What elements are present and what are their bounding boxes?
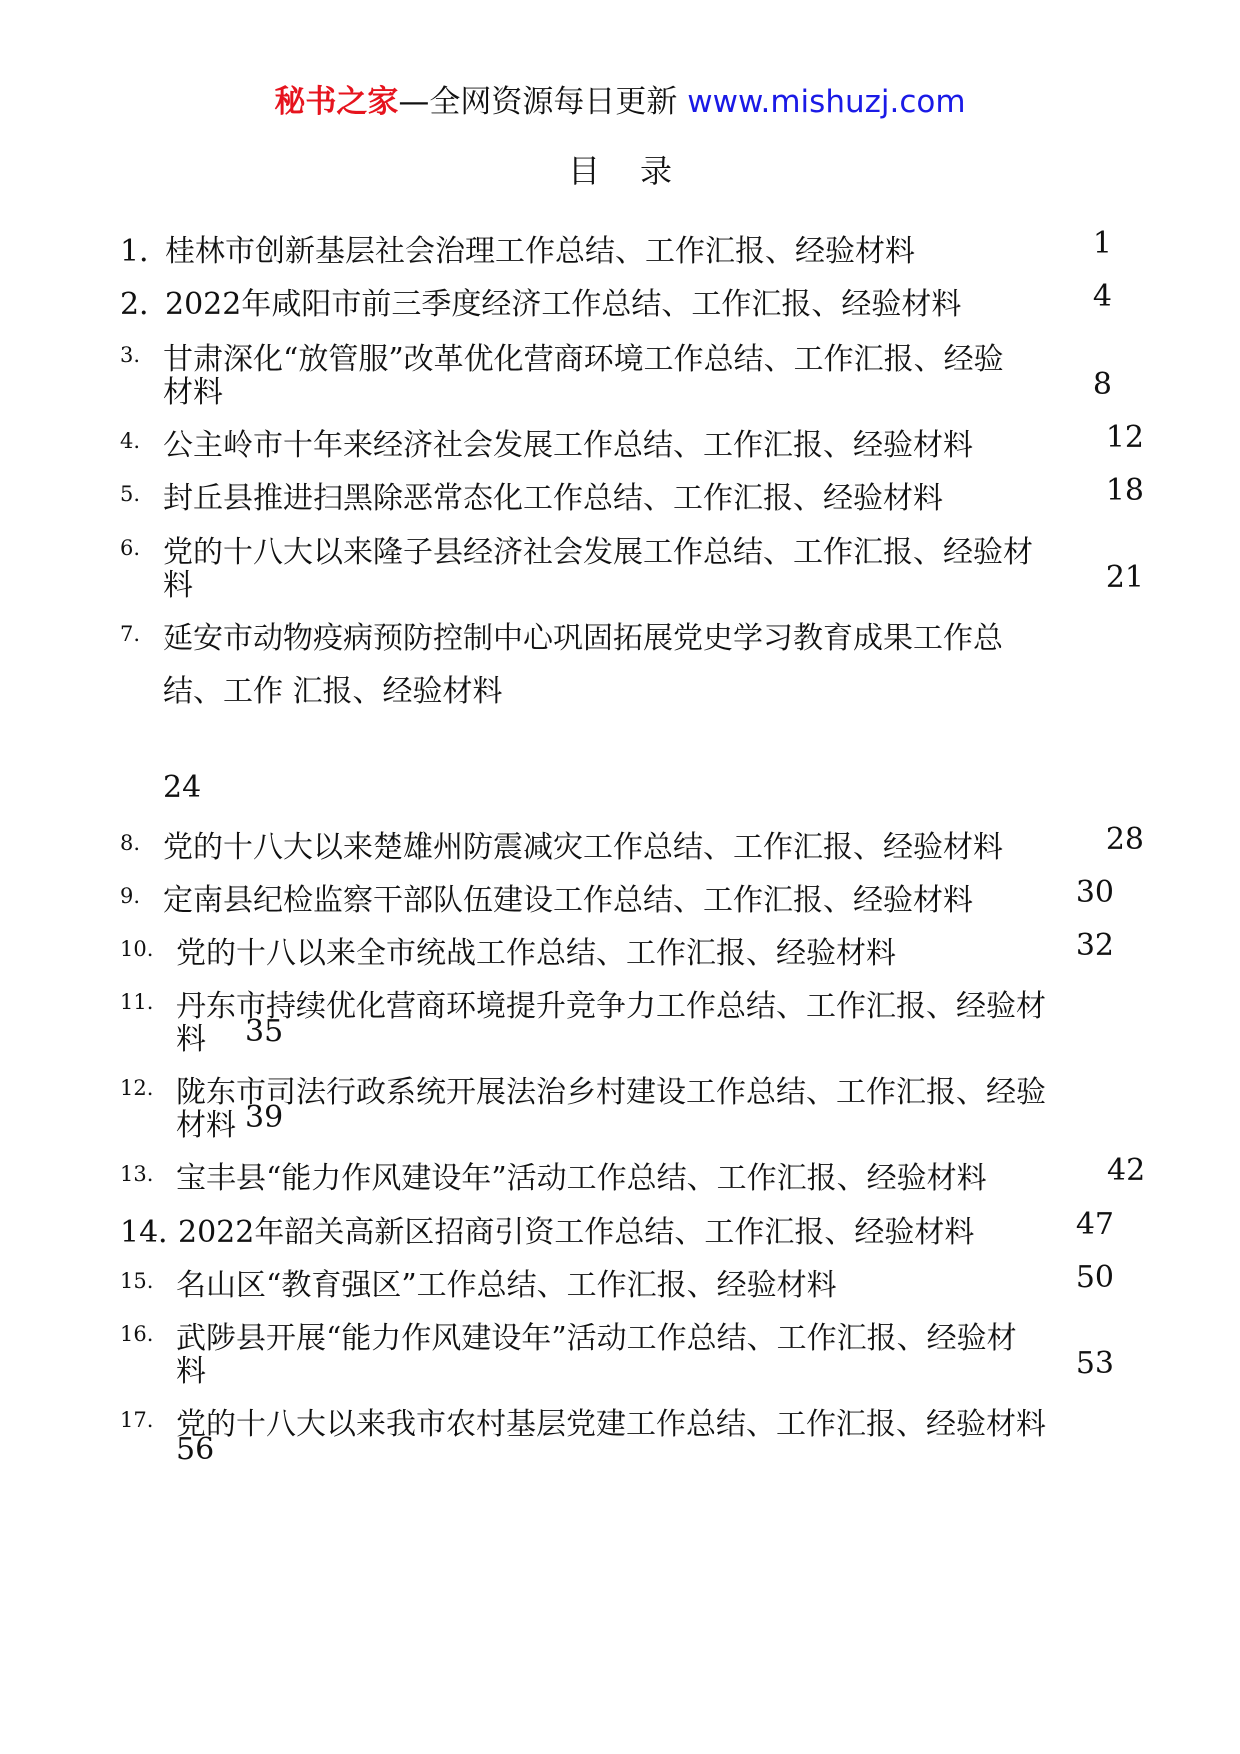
toc-entry-page-number: 24 — [163, 770, 202, 805]
toc-entry-title: 2022年韶关高新区招商引资工作总结、工作汇报、经验材料 — [178, 1215, 975, 1250]
toc-entry-page-number: 21 — [1105, 560, 1144, 595]
toc-entry-number: 11. — [120, 990, 154, 1014]
toc-entry-number: 1． — [120, 234, 170, 269]
toc-entry-page-number: 18 — [1105, 473, 1144, 508]
toc-entry-title: 材料 — [176, 1108, 236, 1143]
toc-entry-title: 党的十八大以来楚雄州防震减灾工作总结、工作汇报、经验材料 — [163, 830, 1003, 865]
toc-entry-number: 9. — [120, 884, 141, 908]
toc-entry-title: 2022年咸阳市前三季度经济工作总结、工作汇报、经验材料 — [165, 287, 962, 322]
toc-entry-page-number: 12 — [1105, 420, 1144, 455]
toc-entry-number: 6. — [120, 536, 141, 560]
toc-entry-number: 7. — [120, 622, 141, 646]
toc-entry-title: 党的十八大以来我市农村基层党建工作总结、工作汇报、经验材料 — [176, 1407, 1046, 1442]
toc-entry-number: 15. — [120, 1269, 154, 1293]
site-header — [0, 76, 1240, 121]
toc-entry-title: 料 — [176, 1354, 206, 1389]
brand-name: 秘书之家 — [274, 84, 399, 120]
toc-entry-number: 8. — [120, 831, 141, 855]
toc-entry-page-number: 4 — [1092, 279, 1112, 314]
toc-entry-title: 陇东市司法行政系统开展法治乡村建设工作总结、工作汇报、经验 — [176, 1075, 1046, 1110]
toc-entry-number: 13. — [120, 1162, 154, 1186]
toc-entry-number: 16. — [120, 1322, 154, 1346]
toc-entry-page-number: 1 — [1092, 226, 1112, 261]
toc-entry-page-number: 50 — [1075, 1260, 1114, 1295]
toc-entry-title: 料 — [176, 1022, 206, 1057]
toc-entry-page-number: 39 — [245, 1100, 284, 1135]
toc-entry-page-number: 8 — [1092, 367, 1112, 402]
toc-entry-page-number: 28 — [1105, 822, 1144, 857]
toc-entry-number: 3. — [120, 343, 141, 367]
toc-entry-page-number: 47 — [1075, 1207, 1114, 1242]
toc-entry-title: 公主岭市十年来经济社会发展工作总结、工作汇报、经验材料 — [163, 428, 973, 463]
site-url-link[interactable]: www.mishuzj.com — [687, 84, 966, 120]
toc-entry-page-number: 42 — [1107, 1153, 1146, 1188]
toc-entry-title: 丹东市持续优化营商环境提升竞争力工作总结、工作汇报、经验材 — [176, 989, 1046, 1024]
toc-entry-title: 党的十八大以来隆子县经济社会发展工作总结、工作汇报、经验材 — [163, 535, 1033, 570]
toc-entry-page-number: 32 — [1075, 928, 1114, 963]
header-slogan: —全网资源每日更新 — [398, 84, 688, 120]
toc-entry-title: 结、工作 汇报、经验材料 — [163, 674, 503, 709]
toc-entry-number: 5. — [120, 482, 141, 506]
toc-entry-title: 定南县纪检监察干部队伍建设工作总结、工作汇报、经验材料 — [163, 883, 973, 918]
toc-entry-page-number: 56 — [176, 1432, 215, 1467]
toc-entry-title: 甘肃深化“放管服”改革优化营商环境工作总结、工作汇报、经验 — [163, 342, 1004, 377]
toc-entry-page-number: 30 — [1075, 875, 1114, 910]
toc-entry-number: 14． — [120, 1215, 189, 1250]
toc-entry-number: 10. — [120, 937, 154, 961]
toc-entry-title: 党的十八以来全市统战工作总结、工作汇报、经验材料 — [176, 936, 896, 971]
toc-entry-page-number: 35 — [245, 1014, 284, 1049]
toc-entry-title: 武陟县开展“能力作风建设年”活动工作总结、工作汇报、经验材 — [176, 1321, 1017, 1356]
toc-entry-title: 延安市动物疫病预防控制中心巩固拓展党史学习教育成果工作总 — [163, 621, 1003, 656]
toc-entry-title: 名山区“教育强区”工作总结、工作汇报、经验材料 — [176, 1268, 837, 1303]
toc-entry-number: 4. — [120, 429, 141, 453]
toc-entry-title: 材料 — [163, 375, 223, 410]
toc-entry-number: 2． — [120, 287, 170, 322]
toc-entry-title: 桂林市创新基层社会治理工作总结、工作汇报、经验材料 — [165, 234, 915, 269]
toc-entry-title: 封丘县推进扫黑除恶常态化工作总结、工作汇报、经验材料 — [163, 481, 943, 516]
toc-entry-number: 17. — [120, 1408, 154, 1432]
toc-entry-title: 料 — [163, 568, 193, 603]
toc-entry-number: 12. — [120, 1076, 154, 1100]
toc-entry-title: 宝丰县“能力作风建设年”活动工作总结、工作汇报、经验材料 — [176, 1161, 987, 1196]
toc-entry-page-number: 53 — [1075, 1346, 1114, 1381]
page-title: 目录 — [567, 152, 712, 190]
